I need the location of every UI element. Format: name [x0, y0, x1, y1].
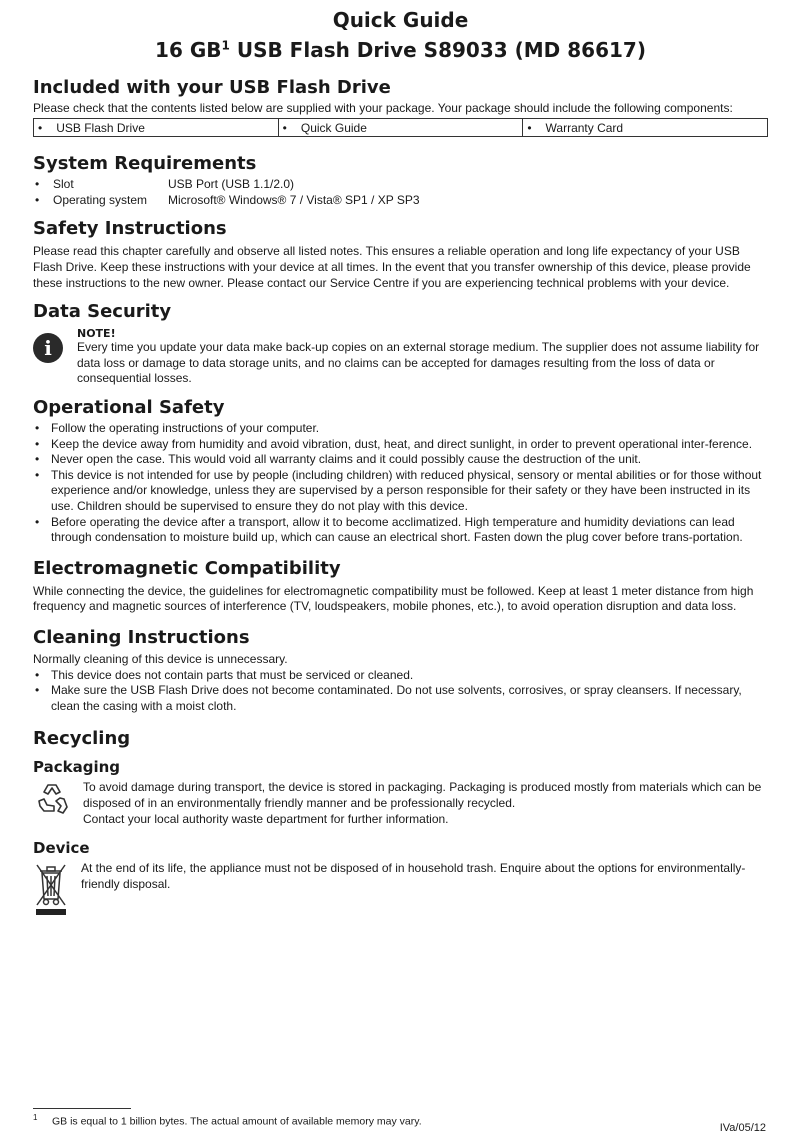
footnote-rule	[33, 1108, 131, 1109]
cleaning-heading: Cleaning Instructions	[33, 626, 250, 648]
component-cell: • USB Flash Drive	[34, 119, 279, 137]
list-item: • This device does not contain parts that must be serviced or cleaned.	[33, 668, 768, 684]
packaging-row	[33, 780, 768, 827]
opsafety-heading: Operational Safety	[33, 397, 225, 418]
page-reference: IVa/05/12	[719, 1122, 766, 1134]
list-item: • Before operating the device after a transport, allow it to become acclimatized. High temperature and humidity deviations can lead through condensation to moisture build up, which can cause an electrical short. Fasten down the plug cover before trans-portation.	[33, 515, 768, 546]
note-box	[33, 327, 768, 387]
list-item: • Keep the device away from humidity and avoid vibration, dust, heat, and direct sunlight, in order to prevent operational inter-ference.	[33, 437, 768, 453]
document-page	[33, 8, 768, 922]
opsafety-list	[33, 421, 768, 546]
crossed-bin-icon	[33, 861, 69, 922]
component-cell: • Warranty Card	[523, 119, 768, 137]
component-cell: • Quick Guide	[278, 119, 523, 137]
list-item: • Never open the case. This would void all warranty claims and it could possibly cause the destruction of the unit.	[33, 452, 768, 468]
cleaning-list	[33, 668, 768, 715]
section-safety	[33, 218, 768, 291]
footnote-text: GB is equal to 1 billion bytes. The actual amount of available memory may vary.	[52, 1115, 422, 1128]
section-emc	[33, 558, 768, 615]
packaging-heading: Packaging	[33, 758, 120, 777]
packaging-contact: Contact your local authority waste department for further information.	[83, 811, 449, 826]
components-table	[33, 118, 768, 137]
info-icon: i	[33, 333, 63, 363]
note-label: NOTE!	[77, 327, 116, 341]
safety-text: Please read this chapter carefully and observe all listed notes. This ensures a reliable operation and long life expectancy of your USB Flash Drive. Keep these instructions with your device at all times. In the event that you transfer ownership of this device, please provide these instructions to the new owner. Please contact our Service Centre if you are experiencing technical problems with your device.	[33, 244, 751, 290]
recycle-icon	[33, 780, 71, 827]
section-included	[33, 77, 768, 138]
list-item: • This device is not intended for use by people (including children) with reduced physical, sensory or mental abilities or for those without experience and/or knowledge, unless they are supervised by a person responsible for their safety or they have been instructed in its use. Children should be supervised to ensure they do not play with this device.	[33, 468, 768, 515]
footnote	[33, 1113, 422, 1128]
datasec-heading: Data Security	[33, 301, 172, 323]
included-heading: Included with your USB Flash Drive	[33, 76, 391, 98]
footnote-mark: 1	[33, 1113, 38, 1122]
list-item: • Make sure the USB Flash Drive does not become contaminated. Do not use solvents, corrosives, or spray cleansers. If necessary, clean the casing with a moist cloth.	[33, 683, 768, 714]
title-line-2: 16 $GB^1$ USB Flash Drive S89033 (MD 86617)	[155, 37, 646, 62]
section-recycling	[33, 728, 768, 922]
section-operational-safety	[33, 397, 768, 546]
section-system-requirements	[33, 153, 768, 208]
recycling-heading: Recycling	[33, 728, 131, 750]
section-data-security	[33, 301, 768, 387]
included-intro: Please check that the contents listed below are supplied with your package. Your package should include the following components:	[33, 100, 733, 115]
device-row	[33, 861, 768, 922]
list-item: • Follow the operating instructions of your computer.	[33, 421, 768, 437]
sysreq-row: • Slot USB Port (USB 1.1/2.0)	[35, 177, 295, 192]
packaging-text: To avoid damage during transport, the device is stored in packaging. Packaging is produced mostly from materials which can be disposed of in an environmentally friendly manner and be professionally recycled.	[83, 780, 762, 810]
device-text: At the end of its life, the appliance must not be disposed of in household trash. Enquire about the options for environmentally-friendly disposal.	[81, 861, 746, 891]
emc-heading: Electromagnetic Compatibility	[33, 557, 341, 579]
device-heading: Device	[33, 839, 90, 858]
sysreq-heading: System Requirements	[33, 153, 257, 175]
title-line-1: Quick Guide	[332, 8, 469, 32]
sysreq-row: • Operating system Microsoft® Windows® 7 / Vista® SP1 / XP SP3	[35, 192, 420, 207]
sysreq-table	[33, 177, 420, 208]
page-title	[33, 8, 768, 63]
cleaning-intro: Normally cleaning of this device is unnecessary.	[33, 651, 288, 666]
emc-text: While connecting the device, the guidelines for electromagnetic compatibility must be followed. Keep at least 1 meter distance from high frequency and magnetic sources of interference (TV, loudspeakers, mobile phones, etc.), to avoid operation disruption and data loss.	[33, 583, 754, 614]
safety-heading: Safety Instructions	[33, 218, 227, 240]
section-cleaning	[33, 627, 768, 714]
note-text: Every time you update your data make back-up copies on an external storage medium. The supplier does not assume liability for data loss or damage to data storage units, and no claims can be accepted for damages resulting from the loss of data or consequential losses.	[77, 340, 760, 386]
